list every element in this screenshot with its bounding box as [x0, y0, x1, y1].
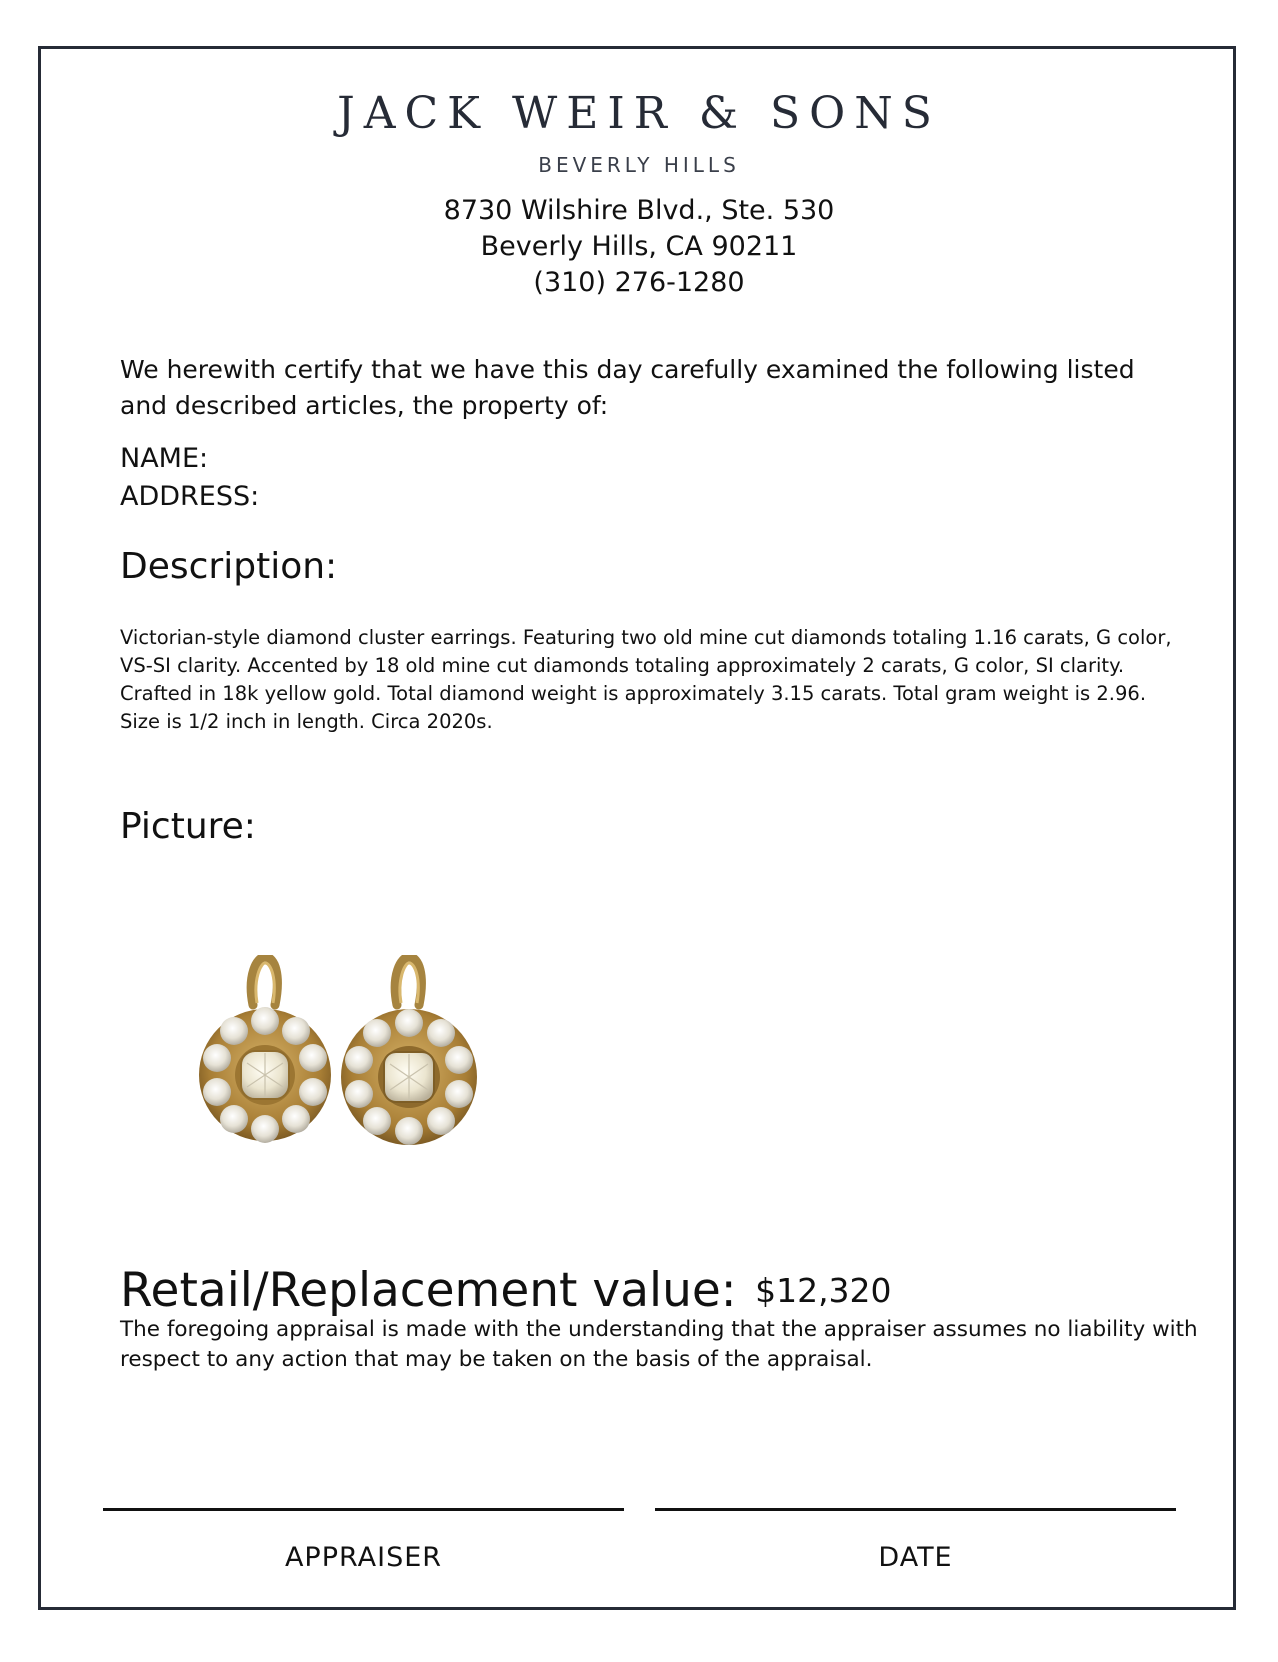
- value-amount: $12,320: [755, 1271, 892, 1310]
- brand-location: BEVERLY HILLS: [538, 153, 740, 177]
- date-signature-line: [655, 1508, 1176, 1511]
- value-label: Retail/Replacement value:: [120, 1263, 737, 1318]
- earrings-photo: [185, 955, 505, 1175]
- appraiser-signature-line: [103, 1508, 624, 1511]
- date-label: DATE: [878, 1542, 953, 1573]
- appraiser-label: APPRAISER: [284, 1542, 443, 1573]
- address-label: ADDRESS:: [120, 481, 260, 512]
- right-earring: [341, 957, 477, 1145]
- certification-statement: We herewith certify that we have this day carefully examined the following listed and described articles, the property of:: [120, 355, 1135, 420]
- value-row: [120, 1262, 892, 1320]
- earrings-illustration: [185, 955, 505, 1175]
- brand-name: JACK WEIR & SONS: [337, 88, 941, 139]
- description-heading: Description:: [120, 546, 338, 587]
- description-body: Victorian-style diamond cluster earrings. Featuring two old mine cut diamonds totaling 1.16 carats, G color, VS-SI clarity. Accented by 18 old mine cut diamonds totaling approximately 2 carats, G color, SI clarity. Crafted in 18k yellow gold. Total diamond weight is approximately 3.15 carats. Total gram weight is 2.96. Size is 1/2 inch in length. Circa 2020s.: [120, 626, 1172, 733]
- phone-number: (310) 276-1280: [533, 267, 745, 298]
- address-street: 8730 Wilshire Blvd., Ste. 530: [443, 195, 835, 226]
- disclaimer-text: The foregoing appraisal is made with the understanding that the appraiser assumes no liability with respect to any action that may be taken on the basis of the appraisal.: [120, 1317, 1198, 1372]
- address-city: Beverly Hills, CA 90211: [480, 231, 798, 262]
- name-label: NAME:: [120, 443, 209, 474]
- left-earring: [199, 957, 331, 1143]
- picture-heading: Picture:: [120, 806, 256, 847]
